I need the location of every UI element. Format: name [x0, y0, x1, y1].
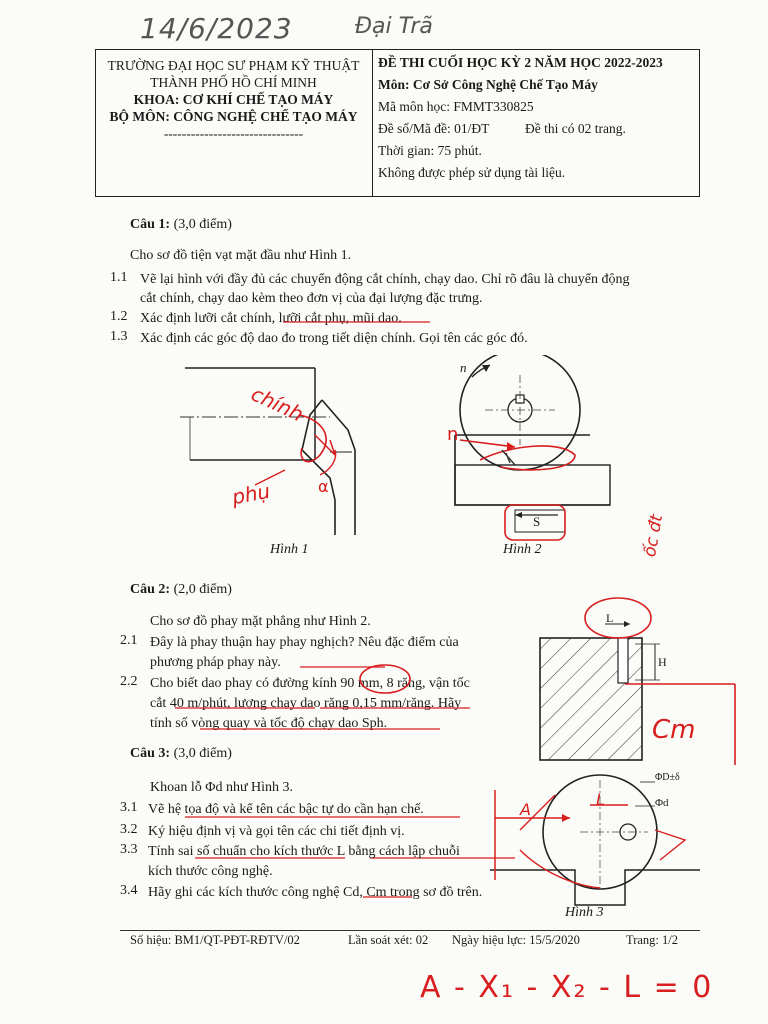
handwritten-date: 14/6/2023 [140, 12, 293, 45]
fig-l-label: L [606, 611, 614, 625]
q1-item-num: 1.3 [110, 329, 128, 344]
faculty-name: KHOA: CƠ KHÍ CHẾ TẠO MÁY [133, 92, 334, 107]
exam-number-row [378, 118, 696, 140]
q3-item-text: Tính sai số chuẩn cho kích thước L bằng cách lập chuỗi [148, 844, 460, 859]
q3-item-text: Hãy ghi các kích thước công nghệ Cd, Cm trong sơ đồ trên. [148, 885, 483, 900]
exam-rule: Không được phép sử dụng tài liệu. [378, 165, 566, 180]
annotation-a: A [520, 800, 531, 819]
q1-intro: Cho sơ đồ tiện vạt mặt đầu như Hình 1. [130, 248, 352, 263]
annotation-equation: A - X₁ - X₂ - L = 0 [420, 970, 714, 1005]
q1-title: Câu 1: (3,0 điểm) [130, 217, 232, 232]
footer-effective-date: Ngày hiệu lực: 15/5/2020 [452, 933, 580, 947]
q3-item-num: 3.1 [120, 800, 138, 815]
q3-item-num: 3.2 [120, 822, 138, 837]
annotation-n: n [447, 424, 459, 445]
q1-item-num: 1.2 [110, 309, 128, 324]
university-name: TRƯỜNG ĐẠI HỌC SƯ PHẠM KỸ THUẬT [107, 58, 360, 73]
city-name: THÀNH PHỐ HỒ CHÍ MINH [150, 75, 317, 90]
q1-item-text: Xác định các góc độ dao đo trong tiết diện chính. Gọi tên các góc đó. [140, 331, 528, 346]
annotation-phu: phụ [230, 478, 272, 510]
fig1-caption: Hình 1 [270, 542, 309, 557]
figure-milling-workpiece [530, 560, 765, 770]
q3-item-num: 3.3 [120, 842, 138, 857]
department-name: BỘ MÔN: CÔNG NGHỆ CHẾ TẠO MÁY [109, 109, 358, 124]
subject-name: Môn: Cơ Sở Công Nghệ Chế Tạo Máy [378, 77, 598, 92]
footer-revision: Lần soát xét: 02 [348, 933, 429, 947]
exam-title: ĐỀ THI CUỐI HỌC KỲ 2 NĂM HỌC 2022-2023 [378, 55, 663, 70]
q2-item-text: tính số vòng quay và tốc độ chạy dao Sph. [150, 716, 388, 731]
exam-duration: Thời gian: 75 phút. [378, 143, 482, 158]
q2-points: (2,0 điểm) [173, 582, 232, 597]
fig2-n-label: n [460, 360, 467, 375]
annotation-alpha: α [318, 477, 329, 496]
q1-points: (3,0 điểm) [173, 217, 232, 232]
footer-page-number: Trang: 1/2 [626, 933, 678, 947]
q2-item-text: Cho biết dao phay có đường kính 90 mm, 8 răng, vận tốc [150, 676, 470, 691]
header-dashes: ------------------------------- [163, 126, 304, 141]
q2-title: Câu 2: (2,0 điểm) [130, 582, 232, 597]
fig2-caption: Hình 2 [503, 542, 542, 557]
q3-title: Câu 3: (3,0 điểm) [130, 746, 232, 761]
q1-item-text: Vẽ lại hình với đầy đủ các chuyển động cắt chính, chạy dao. Chỉ rõ đâu là chuyển động [140, 272, 630, 287]
q3-item-num: 3.4 [120, 883, 138, 898]
header-left [97, 57, 370, 142]
q1-item-text: Xác định lưỡi cắt chính, lưỡi cắt phụ, mũi dao. [140, 311, 402, 326]
fig3-caption: Hình 3 [565, 905, 604, 920]
header-right [378, 52, 696, 184]
footer-form-code: Số hiệu: BM1/QT-PĐT-RĐTV/02 [130, 933, 300, 947]
q2-item-text: cắt 40 m/phút, lượng chạy dao răng 0,15 mm/răng. Hãy [150, 696, 462, 711]
q3-points: (3,0 điểm) [173, 746, 232, 761]
handwritten-name: Đại Trã [355, 14, 433, 39]
annotation-l: L [596, 790, 605, 809]
q2-item-num: 2.1 [120, 633, 138, 648]
annotation-oc-dt: ốc đt [640, 513, 668, 559]
annotation-cm: Cm [652, 715, 696, 745]
footer-divider [120, 930, 700, 931]
subject-code: Mã môn học: FMMT330825 [378, 99, 534, 114]
figure-1-turning-diagram [170, 360, 400, 560]
q3-intro: Khoan lỗ Φd như Hình 3. [150, 780, 294, 795]
q1-item-text: cắt chính, chạy dao kèm theo đơn vị của đại lượng đặc trưng. [140, 291, 483, 306]
figure-2-milling-diagram [440, 355, 615, 545]
q2-item-text: Đây là phay thuận hay phay nghịch? Nêu đặc điểm của [150, 635, 459, 650]
q2-item-text: phương pháp phay này. [150, 655, 281, 670]
fig-h-label: H [658, 655, 667, 669]
q3-item-text: Ký hiệu định vị và gọi tên các chi tiết định vị. [148, 824, 405, 839]
fig3-outer-diameter-label: ΦD±δ [655, 772, 680, 783]
fig3-hole-diameter-label: Φd [655, 797, 669, 809]
fig2-s-label: S [533, 514, 541, 529]
q2-intro: Cho sơ đồ phay mặt phẳng như Hình 2. [150, 614, 371, 629]
q2-item-num: 2.2 [120, 674, 138, 689]
q1-item-num: 1.1 [110, 270, 128, 285]
q3-item-text: kích thước công nghệ. [148, 864, 273, 879]
header-divider [372, 49, 373, 197]
exam-number: Đề số/Mã đề: 01/ĐT [378, 121, 490, 136]
q3-item-text: Vẽ hệ tọa độ và kể tên các bậc tự do cần hạn chế. [148, 802, 424, 817]
page-count: Đề thi có 02 trang. [525, 121, 626, 136]
annotation-chinh: chính [247, 381, 308, 427]
